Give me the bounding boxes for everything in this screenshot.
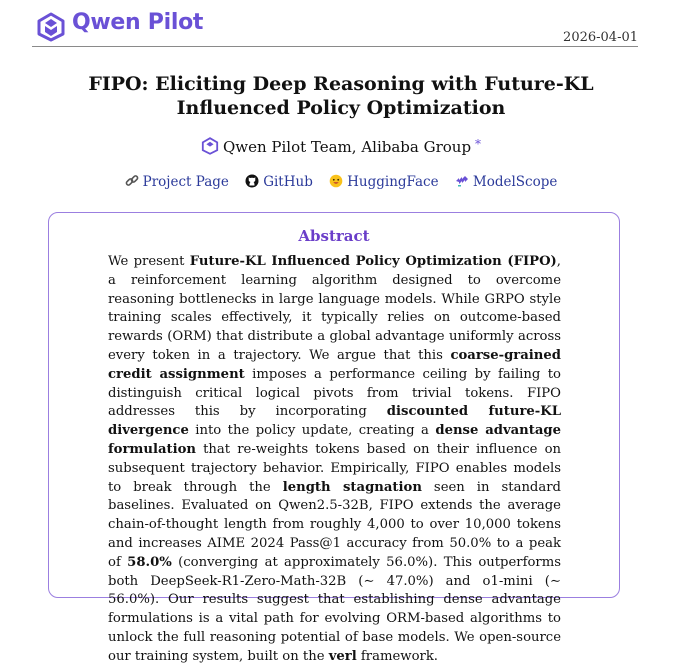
modelscope-icon: [455, 174, 469, 188]
page-header: [32, 6, 638, 47]
modelscope-link[interactable]: [455, 172, 557, 192]
author-line: [0, 134, 682, 157]
huggingface-link[interactable]: [329, 172, 438, 192]
abstract-emphasis: coarse-grained credit assignment: [108, 347, 561, 382]
github-label: GitHub: [263, 174, 313, 190]
abstract-text-run: (converging at approximately 56.0%). This outperforms both DeepSeek-R1-Zero-Math-32B (∼ 47.0%) and o1-mini (∼ 56.0%). Our results suggest that establishing dense advantage formulations is a vital path for evolving ORM-based algorithms to unlock the full reasoning potential of base models. We open-source our training system, built on the: [108, 554, 562, 664]
abstract-emphasis: Future-KL Influenced Policy Optimization (FIPO): [189, 254, 557, 269]
abstract-emphasis: 58.0%: [127, 554, 172, 570]
link-icon: [125, 174, 139, 188]
abstract-text-run: into the policy update, creating a: [188, 423, 436, 439]
github-icon: [245, 174, 259, 188]
project-page-link[interactable]: [125, 172, 229, 192]
resource-links: [0, 172, 682, 192]
paper-title: [0, 72, 682, 120]
abstract-text-run: framework.: [356, 648, 438, 664]
project-page-label: Project Page: [142, 174, 229, 190]
qwen-small-logo-icon: [201, 137, 219, 155]
abstract-emphasis: length stagnation: [282, 479, 422, 495]
huggingface-label: HuggingFace: [347, 174, 439, 190]
github-link[interactable]: [245, 172, 313, 192]
publication-date: 2026-04-01: [563, 30, 638, 45]
abstract-box: [48, 212, 620, 664]
abstract-emphasis: discounted future-KL divergence: [108, 404, 561, 439]
abstract-body: [108, 253, 561, 667]
huggingface-icon: [329, 174, 343, 188]
abstract-heading: Abstract: [298, 227, 370, 245]
author-footnote-mark: *: [475, 137, 482, 151]
modelscope-label: ModelScope: [472, 174, 558, 190]
qwen-logo-icon: [36, 12, 66, 42]
abstract-text-run: , a reinforcement learning algorithm designed to overcome reasoning bottlenecks in large language models. While GRPO style training scales effectively, it typically relies on outcome-based rewards (ORM) that distribute a global advantage uniformly across every token in a trajectory. We argue that this: [108, 254, 561, 363]
abstract-text-run: We present: [108, 254, 190, 269]
abstract-text-run: imposes a performance ceiling by failing to distinguish critical logical pivots from trivial tokens. FIPO addresses this by incorporating: [108, 366, 561, 420]
paper-title-line-2: Influenced Policy Optimization: [176, 97, 506, 119]
paper-title-line-1: FIPO: Eliciting Deep Reasoning with Future-KL: [88, 73, 594, 95]
abstract-emphasis: verl: [328, 648, 357, 664]
abstract-text-run: that re-weights tokens based on their influence on subsequent trajectory behavior. Empirically, FIPO enables models to break through the: [108, 441, 561, 495]
author-name: Qwen Pilot Team, Alibaba Group: [222, 138, 472, 156]
brand-name: Qwen Pilot: [72, 10, 204, 35]
abstract-emphasis: dense advantage formulation: [108, 423, 562, 457]
abstract-text-run: seen in standard baselines. Evaluated on Qwen2.5-32B, FIPO extends the average chain-of-thought length from roughly 4,000 to over 10,000 tokens and increases AIME 2024 Pass@1 accuracy from 50.0% to a peak of: [108, 479, 561, 570]
